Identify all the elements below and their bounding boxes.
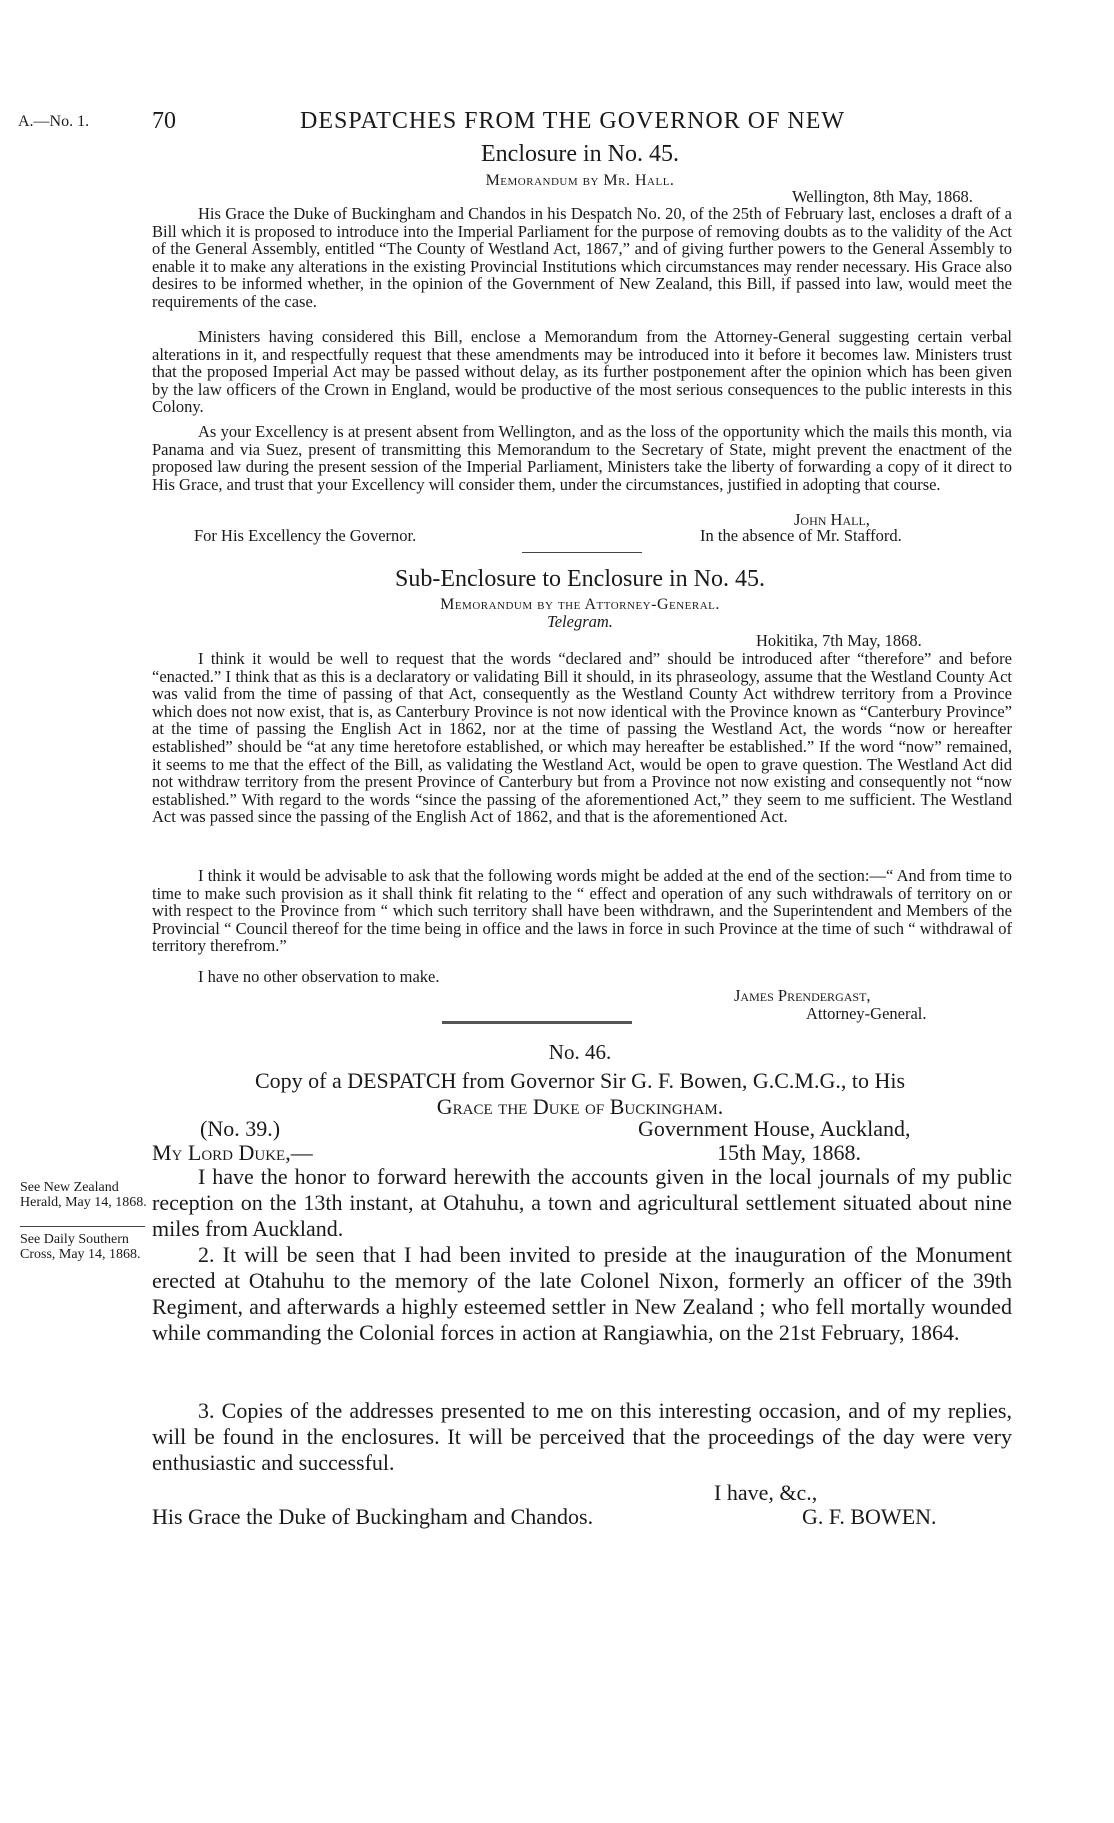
page-title: DESPATCHES FROM THE GOVERNOR OF NEW <box>300 108 846 134</box>
despatch-address: Government House, Auckland, <box>638 1116 911 1141</box>
enclosure-paragraph-2: Ministers having considered this Bill, enclose a Memorandum from the Attorney-General suggesting certain verbal alterations in it, and respectfully request that these amendments may be introduced into it before it becomes law. Ministers trust that the proposed Imperial Act may be passed without delay, as its further postponement after the opinion which has been given by the law officers of the Crown in England, would be productive of the most serious consequences to the public interests in this Colony. <box>152 327 1012 417</box>
enclosure-absence-note: In the absence of Mr. Stafford. <box>700 526 902 545</box>
sub-enclosure-kind: Telegram. <box>547 612 613 631</box>
section-divider <box>522 552 642 553</box>
margin-note-southern-cross: See Daily Southern Cross, May 14, 1868. <box>20 1232 141 1262</box>
despatch-paragraph-2: 2. It will be seen that I had been invited to preside at the inauguration of the Monument erected at Otahuhu to the memory of the late Colonel Nixon, formerly an officer of the 39th Regiment, and afterwards a highly esteemed settler in New Zealand ; who fell mortally wounded while commanding the Colonial forces in action at Rangiawhia, on the 21st February, 1864. <box>152 1242 1012 1345</box>
despatch-date: 15th May, 1868. <box>717 1140 862 1165</box>
enclosure-heading: Enclosure in No. 45. <box>481 141 679 167</box>
margin-note-herald: See New Zealand Herald, May 14, 1868. <box>20 1180 147 1210</box>
despatch-signature: G. F. BOWEN. <box>802 1504 937 1529</box>
sub-enclosure-paragraph-2: I think it would be advisable to ask that the following words might be added at the end of the section:—“ And from time to time to make such provision as it shall think fit relating to the “ effect and operation of any such withdrawals of territory on or with respect to the Province from “ which such territory shall have been withdrawn, and the Superintendent and Members of the Provincial “ Council thereof for the time being in office and the laws in force in such Province at the time of such “ withdrawal of territory therefrom.” <box>152 866 1012 956</box>
despatch-salutation: My Lord Duke,— <box>152 1140 313 1165</box>
enclosure-subheading: Memorandum by Mr. Hall. <box>485 172 675 189</box>
sub-enclosure-signature: James Prendergast, <box>734 986 871 1005</box>
sub-enclosure-dateline: Hokitika, 7th May, 1868. <box>756 631 922 650</box>
enclosure-addressee: For His Excellency the Governor. <box>194 526 417 545</box>
sub-enclosure-subheading: Memorandum by the Attorney-General. <box>440 596 720 613</box>
despatch-title-line-1: Copy of a DESPATCH from Governor Sir G. F. Bowen, G.C.M.G., to His <box>254 1068 906 1093</box>
despatch-paragraph-1: I have the honor to forward herewith the accounts given in the local journals of my public reception on the 13th instant, at Otahuhu, a town and agricultural settlement situated about nine miles from Auckland. <box>152 1164 1012 1241</box>
despatch-closing: I have, &c., <box>714 1480 818 1505</box>
sub-enclosure-paragraph-1: I think it would be well to request that the words “declared and” should be introduced after “therefore” and before “enacted.” I think that as this is a declaratory or validating Bill it should, in its phraseology, assume that the Westland County Act was valid from the time of passing of that Act, consequently as the Westland County Act withdrew territory from a Province which does not now exist, that is, as Canterbury Province is not now identical with the Province known as “Canterbury Province” at the time of passing the English Act in 1862, nor at the time of passing the Westland Act, the words “now or hereafter established” should be “at any time heretofore established, or which may hereafter be established.” If the word “now” remained, it seems to me that the effect of the Bill, as validating the Westland Act, would be open to grave question. The Westland Act did not withdraw territory from the present Province of Canterbury but from a Province not now existing and consequently not “now established.” With regard to the words “since the passing of the aforementioned Act,” they seem to me sufficient. The Westland Act was passed since the passing of the English Act of 1862, and that is the aforementioned Act. <box>152 649 1012 827</box>
sub-enclosure-paragraph-3: I have no other observation to make. <box>198 967 440 986</box>
enclosure-paragraph-3: As your Excellency is at present absent from Wellington, and as the loss of the opportunity which the mails this month, via Panama and via Suez, present of transmitting this Memorandum to the Secretary of State, might prevent the enactment of the proposed law during the present session of the Imperial Parliament, Ministers take the liberty of forwarding a copy of it direct to His Grace, and trust that your Excellency will consider them, under the circumstances, justified in adopting that course. <box>152 422 1012 494</box>
enclosure-signature: John Hall, <box>794 510 870 529</box>
despatch-title-line-2: Grace the Duke of Buckingham. <box>436 1094 724 1119</box>
section-divider-thick <box>442 1021 632 1024</box>
sub-enclosure-signature-title: Attorney-General. <box>806 1004 927 1023</box>
despatch-paragraph-3: 3. Copies of the addresses presented to me on this interesting occasion, and of my replies, will be found in the enclosures. It will be perceived that the proceedings of the day were very enthusiastic and successful. <box>152 1398 1012 1475</box>
despatch-number: No. 46. <box>548 1040 612 1064</box>
enclosure-dateline: Wellington, 8th May, 1868. <box>792 187 973 206</box>
despatch-addressee: His Grace the Duke of Buckingham and Chandos. <box>152 1504 594 1529</box>
sub-enclosure-heading: Sub-Enclosure to Enclosure in No. 45. <box>395 566 765 592</box>
despatch-reference: (No. 39.) <box>200 1116 281 1141</box>
page-number: 70 <box>152 108 176 134</box>
enclosure-paragraph-1: His Grace the Duke of Buckingham and Chandos in his Despatch No. 20, of the 25th of February last, encloses a draft of a Bill which it is proposed to introduce into the Imperial Parliament for the purpose of removing doubts as to the validity of the Act of the General Assembly, entitled “The County of Westland Act, 1867,” and of giving further powers to the General Assembly to enable it to make any alterations in the existing Provincial Institutions which circumstances may render necessary. His Grace also desires to be informed whether, in the opinion of the Government of New Zealand, this Bill, if passed into law, would meet the requirements of the case. <box>152 204 1012 311</box>
margin-note-divider <box>20 1226 145 1227</box>
document-reference: A.—No. 1. <box>18 113 90 130</box>
